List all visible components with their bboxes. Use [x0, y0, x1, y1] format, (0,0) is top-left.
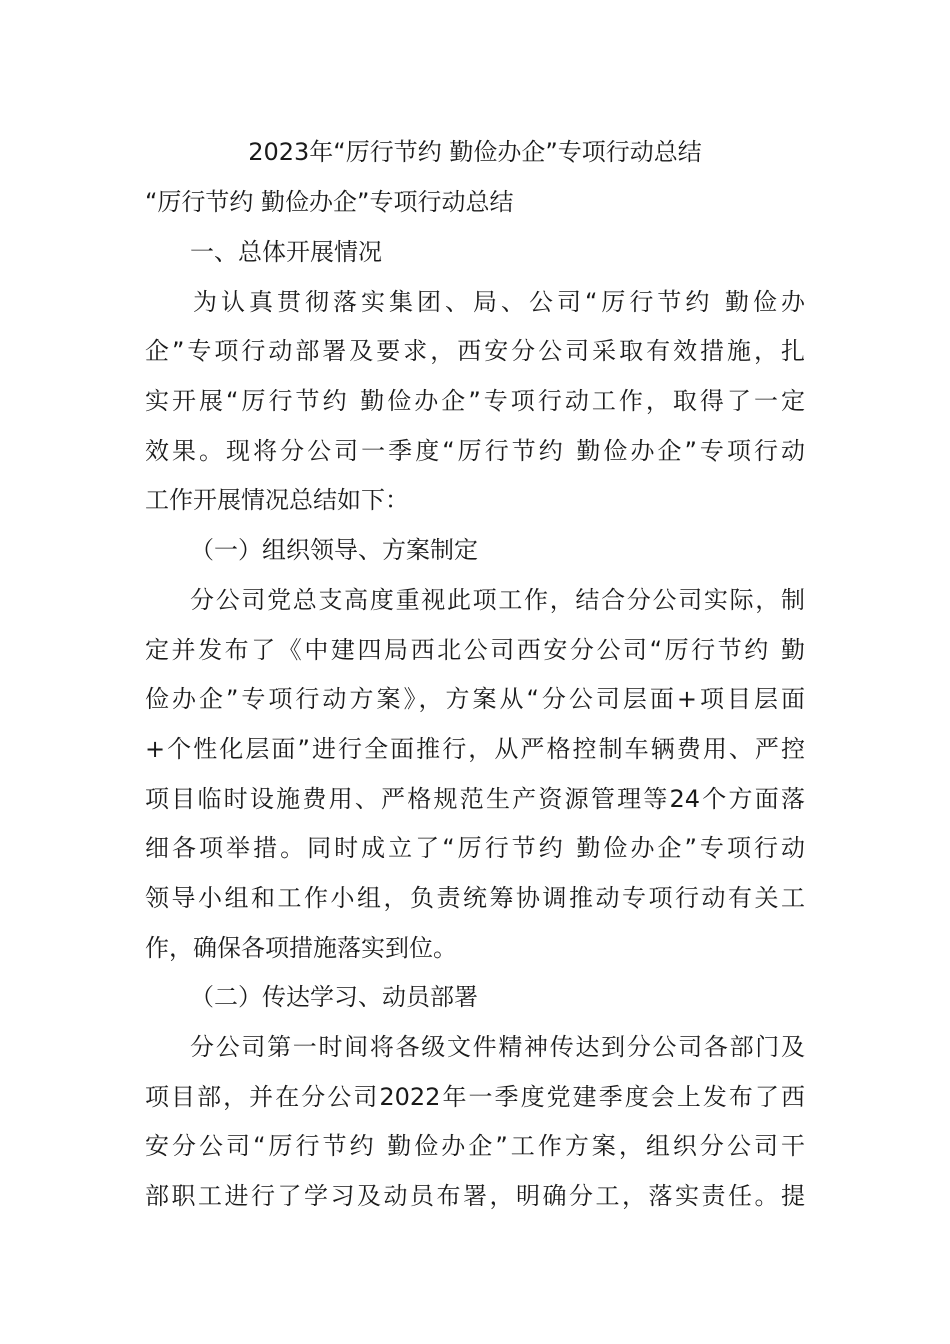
- paragraph-line: 工作开展情况总结如下：: [145, 486, 409, 514]
- paragraph-line: 效果。现将分公司一季度“厉行节约 勤俭办企”专项行动: [145, 437, 805, 465]
- subsection-heading: （二）传达学习、动员部署: [190, 983, 478, 1011]
- paragraph-line: 分公司第一时间将各级文件精神传达到分公司各部门及: [190, 1033, 805, 1061]
- paragraph-line: +个性化层面”进行全面推行，从严格控制车辆费用、严控: [145, 735, 805, 763]
- paragraph-line: 安分公司“厉行节约 勤俭办企”工作方案，组织分公司干: [145, 1132, 805, 1160]
- section-heading: 一、总体开展情况: [190, 238, 382, 266]
- paragraph-line: 部职工进行了学习及动员布署，明确分工，落实责任。提: [145, 1182, 805, 1210]
- subsection-heading: （一）组织领导、方案制定: [190, 536, 478, 564]
- document-title: 2023年“厉行节约 勤俭办企”专项行动总结: [248, 138, 702, 166]
- paragraph-line: 项目部，并在分公司2022年一季度党建季度会上发布了西: [145, 1083, 805, 1111]
- paragraph-line: 领导小组和工作小组，负责统筹协调推动专项行动有关工: [145, 884, 805, 912]
- document-subtitle: “厉行节约 勤俭办企”专项行动总结: [145, 188, 514, 216]
- paragraph-line: 俭办企”专项行动方案》，方案从“分公司层面+项目层面: [145, 685, 805, 713]
- paragraph-line: 细各项举措。同时成立了“厉行节约 勤俭办企”专项行动: [145, 834, 805, 862]
- paragraph-line: 项目临时设施费用、严格规范生产资源管理等24个方面落: [145, 785, 805, 813]
- paragraph-line: 定并发布了《中建四局西北公司西安分公司“厉行节约 勤: [145, 636, 805, 664]
- paragraph-line: 实开展“厉行节约 勤俭办企”专项行动工作，取得了一定: [145, 387, 805, 415]
- paragraph-line: 企”专项行动部署及要求，西安分公司采取有效措施，扎: [145, 337, 805, 365]
- paragraph-line: 作，确保各项措施落实到位。: [145, 934, 457, 962]
- paragraph-line: 分公司党总支高度重视此项工作，结合分公司实际，制: [190, 586, 805, 614]
- paragraph-line: 为认真贯彻落实集团、局、公司“厉行节约 勤俭办: [193, 288, 805, 316]
